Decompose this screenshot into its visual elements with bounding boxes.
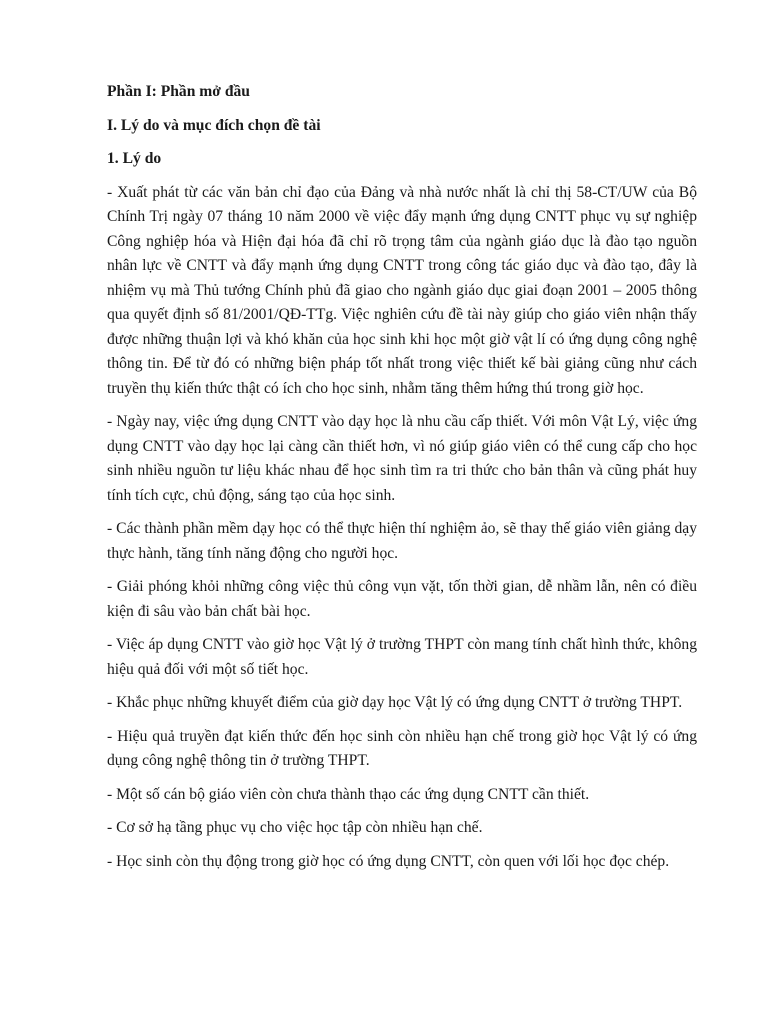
paragraph: - Cơ sở hạ tầng phục vụ cho việc học tập còn nhiều hạn chế.: [107, 819, 483, 836]
section-heading: I. Lý do và mục đích chọn đề tài: [107, 116, 321, 134]
paragraph: - Xuất phát từ các văn bản chỉ đạo của Đảng và nhà nước nhất là chỉ thị 58-CT/UW của Bộ Chính Trị ngày 07 tháng 10 năm 2000 về việc đẩy mạnh ứng dụng CNTT phục vụ sự nghiệp Công nghiệp hóa và Hiện đại hóa đã chỉ rõ trọng tâm của ngành giáo dục là đào tạo nguồn nhân lực về CNTT và đẩy mạnh ứng dụng CNTT trong công tác giáo dục và đào tạo, đây là nhiệm vụ mà Thủ tướng Chính phủ đã giao cho ngành giáo dục giai đoạn 2001 – 2005 thông qua quyết định số 81/2001/QĐ-TTg. Việc nghiên cứu đề tài này giúp cho giáo viên nhận thấy được những thuận lợi và khó khăn của học sinh khi học một giờ vật lí có ứng dụng công nghệ thông tin. Để từ đó có những biện pháp tốt nhất trong việc thiết kế bài giảng cũng như cách truyền thụ kiến thức thật có ích cho học sinh, nhằm tăng thêm hứng thú trong giờ học.: [107, 183, 697, 397]
subsection-heading: 1. Lý do: [107, 150, 162, 167]
paragraph: - Hiệu quả truyền đạt kiến thức đến học sinh còn nhiều hạn chế trong giờ học Vật lý có ứng dụng công nghệ thông tin ở trường THPT.: [107, 727, 697, 769]
paragraph: - Việc áp dụng CNTT vào giờ học Vật lý ở trường THPT còn mang tính chất hình thức, không hiệu quả đối với một số tiết học.: [107, 636, 697, 678]
paragraph: - Ngày nay, việc ứng dụng CNTT vào dạy học là nhu cầu cấp thiết. Với môn Vật Lý, việc ứng dụng CNTT vào dạy học lại càng cần thiết hơn, vì nó giúp giáo viên có thể cung cấp cho học sinh nhiều nguồn tư liệu khác nhau để học sinh tìm ra tri thức cho bản thân và cũng phát huy tính tích cực, chủ động, sáng tạo của học sinh.: [107, 413, 697, 504]
paragraph: - Một số cán bộ giáo viên còn chưa thành thạo các ứng dụng CNTT cần thiết.: [107, 785, 590, 803]
document-page: [107, 80, 697, 883]
paragraph: - Các thành phần mềm dạy học có thể thực hiện thí nghiệm ảo, sẽ thay thế giáo viên giảng dạy thực hành, tăng tính năng động cho người học.: [107, 520, 697, 562]
part-heading: Phần I: Phần mở đầu: [107, 83, 250, 100]
paragraph: - Khắc phục những khuyết điểm của giờ dạy học Vật lý có ứng dụng CNTT ở trường THPT.: [107, 694, 683, 711]
paragraph: - Học sinh còn thụ động trong giờ học có ứng dụng CNTT, còn quen với lối học đọc chép.: [107, 852, 670, 870]
paragraph: - Giải phóng khỏi những công việc thủ công vụn vặt, tốn thời gian, dễ nhầm lẫn, nên có điều kiện đi sâu vào bản chất bài học.: [107, 578, 697, 620]
